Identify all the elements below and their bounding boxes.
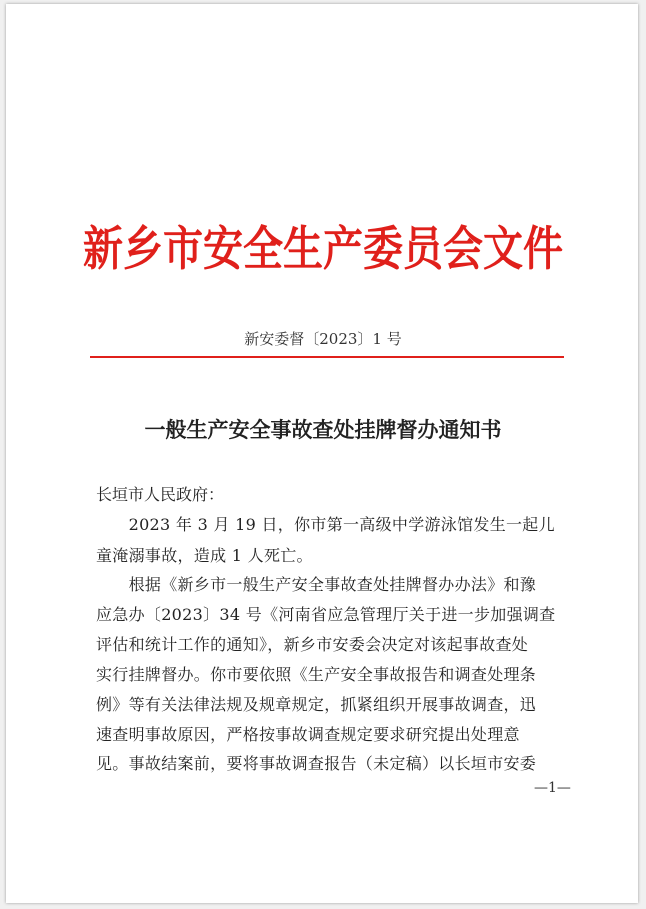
paragraph-2-line: 应急办〔2023〕34 号《河南省应急管理厅关于进一步加强调查	[96, 605, 556, 624]
header-divider	[90, 356, 564, 358]
paragraph-2-line: 例》等有关法律法规及规章规定，抓紧组织开展事故调查，迅	[96, 695, 537, 714]
paragraph-2-line: 根据《新乡市一般生产安全事故查处挂牌督办办法》和豫	[96, 575, 537, 594]
paragraph-1-line: 童淹溺事故，造成 1 人死亡。	[96, 546, 313, 565]
paragraph-2-line: 评估和统计工作的通知》，新乡市安委会决定对该起事故查处	[96, 635, 529, 654]
document-page	[6, 4, 638, 903]
recipient-line: 长垣市人民政府：	[96, 485, 225, 504]
paragraph-1-line: 2023 年 3 月 19 日，你市第一高级中学游泳馆发生一起儿	[96, 515, 555, 534]
page-number: —1—	[534, 780, 571, 796]
paragraph-2-line: 见。事故结案前，要将事故调查报告（未定稿）以长垣市安委	[96, 754, 537, 773]
paragraph-2-line: 实行挂牌督办。你市要依照《生产安全事故报告和调查处理条	[96, 665, 537, 684]
issuing-authority-header: 新乡市安全生产委员会文件	[83, 221, 563, 277]
document-title: 一般生产安全事故查处挂牌督办通知书	[144, 417, 502, 442]
paragraph-2-line: 速查明事故原因，严格按事故调查规定要求研究提出处理意	[96, 725, 520, 744]
document-number: 新安委督〔2023〕1 号	[244, 330, 402, 348]
